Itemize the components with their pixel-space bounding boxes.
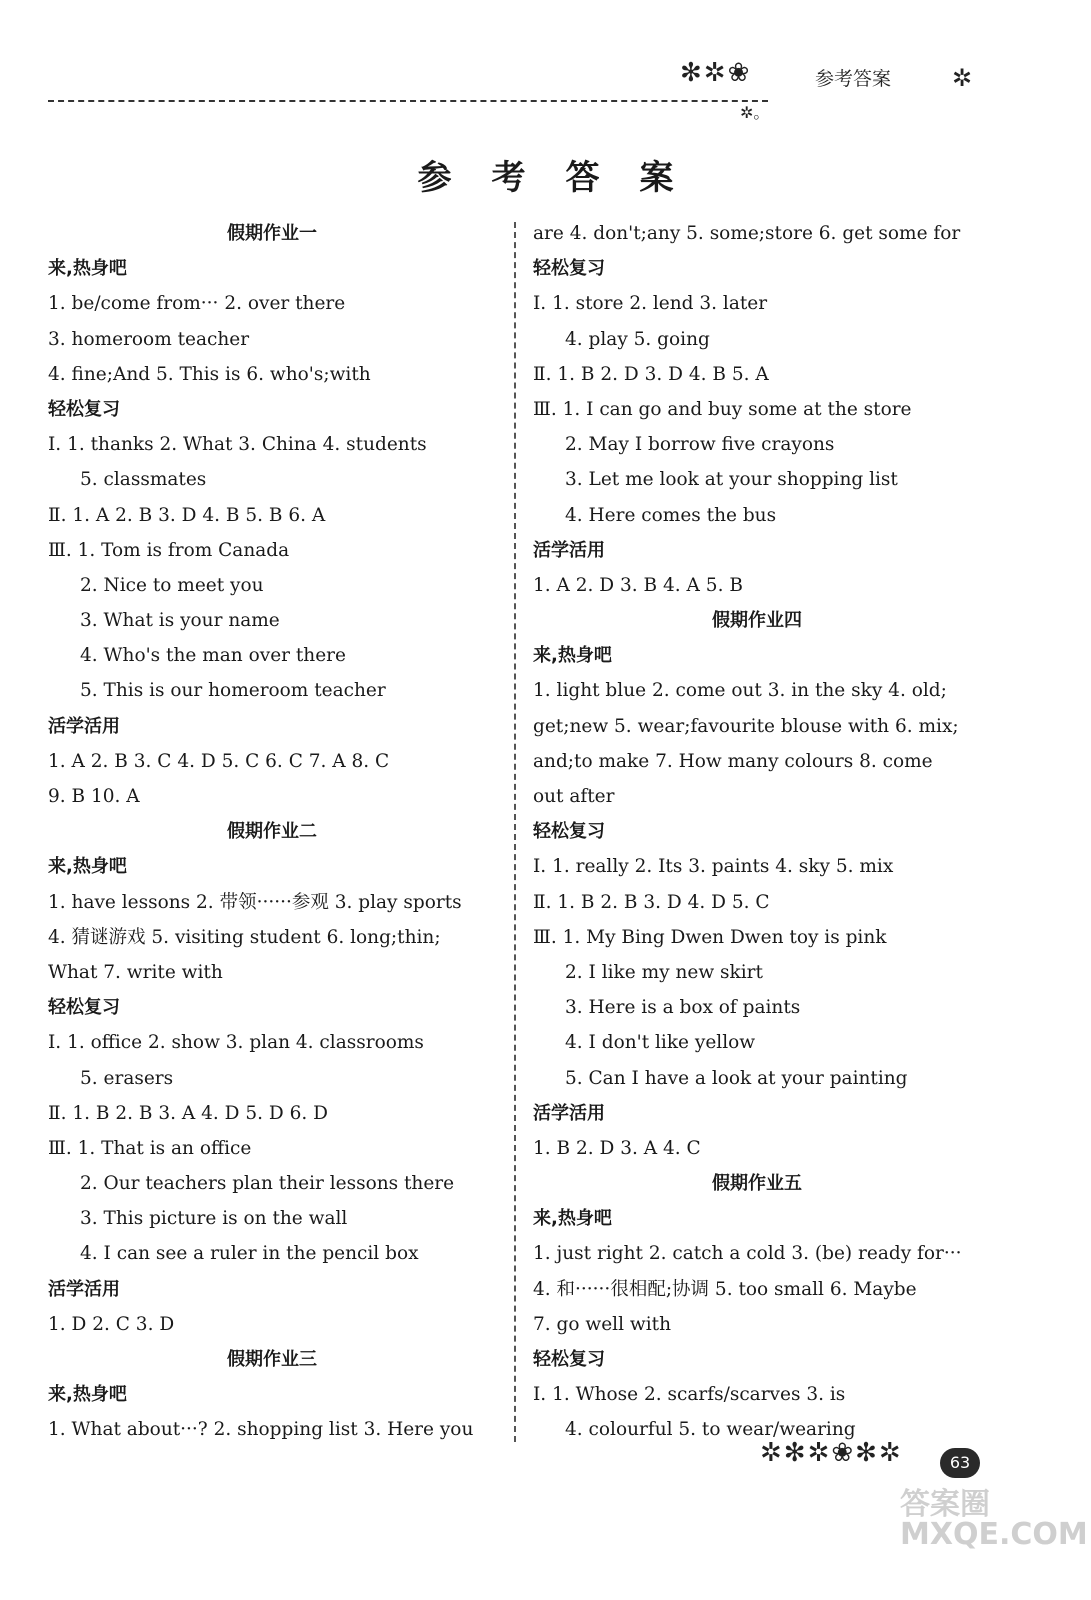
answer-line: 1. B 2. D 3. A 4. C <box>533 1137 701 1159</box>
left-column <box>48 216 496 1448</box>
section-label: 轻松复习 <box>533 1349 605 1370</box>
answer-line: 1. be/come from··· 2. over there <box>48 293 346 315</box>
section-label: 活学活用 <box>48 1278 120 1300</box>
section-label: 轻松复习 <box>48 997 120 1019</box>
assignment-heading: 假期作业二 <box>227 821 317 843</box>
answer-line: 4. 和······很相配;协调 5. too small 6. Maybe <box>533 1278 917 1300</box>
header-decoration: ✻✲❀ <box>680 58 752 88</box>
right-column <box>533 216 981 1448</box>
answer-line: 1. light blue 2. come out 3. in the sky 4. old; <box>533 680 947 702</box>
section-label: 轻松复习 <box>48 398 120 420</box>
watermark-logo: 答案圈 MXQE.COM <box>900 1487 1088 1552</box>
answer-line: out after <box>533 786 615 807</box>
answer-line: 3. Let me look at your shopping list <box>565 469 898 491</box>
section-label: 活学活用 <box>533 539 605 561</box>
section-label: 来,热身吧 <box>48 856 127 878</box>
answer-line: Ⅰ. 1. office 2. show 3. plan 4. classrooms <box>48 1032 424 1054</box>
answer-line: 3. Here is a box of paints <box>565 997 801 1019</box>
answer-line: 4. I can see a ruler in the pencil box <box>80 1243 419 1265</box>
answer-line: Ⅲ. 1. I can go and buy some at the store <box>533 398 912 420</box>
answer-line: 1. just right 2. catch a cold 3. (be) ready for··· <box>533 1243 962 1265</box>
assignment-heading: 假期作业一 <box>227 223 317 244</box>
answer-line: 4. Who's the man over there <box>80 645 346 667</box>
header-dashed-rule <box>48 100 768 102</box>
answer-line: 4. I don't like yellow <box>565 1032 756 1054</box>
answer-line: 4. 猜谜游戏 5. visiting student 6. long;thin; <box>48 926 441 948</box>
answer-line: Ⅰ. 1. Whose 2. scarfs/scarves 3. is <box>533 1384 846 1406</box>
answer-line: 1. A 2. D 3. B 4. A 5. B <box>533 574 743 596</box>
answer-line: and;to make 7. How many colours 8. come <box>533 750 933 772</box>
answer-line: 9. B 10. A <box>48 786 140 807</box>
assignment-heading: 假期作业四 <box>712 610 802 632</box>
answer-line: get;new 5. wear;favourite blouse with 6. mix; <box>533 715 959 737</box>
section-label: 来,热身吧 <box>48 258 127 280</box>
answer-line: 1. A 2. B 3. C 4. D 5. C 6. C 7. A 8. C <box>48 750 390 772</box>
section-label: 来,热身吧 <box>533 645 612 667</box>
answer-line: Ⅰ. 1. really 2. Its 3. paints 4. sky 5. mix <box>533 856 894 878</box>
answer-line: Ⅱ. 1. B 2. B 3. A 4. D 5. D 6. D <box>48 1102 328 1124</box>
answer-line: 5. This is our homeroom teacher <box>80 680 386 702</box>
answer-line: 2. Nice to meet you <box>80 574 264 596</box>
section-label: 轻松复习 <box>533 821 605 843</box>
answer-line: are 4. don't;any 5. some;store 6. get some for <box>533 223 961 244</box>
assignment-heading: 假期作业五 <box>712 1173 802 1195</box>
answer-line: Ⅱ. 1. A 2. B 3. D 4. B 5. B 6. A <box>48 504 326 526</box>
section-label: 活学活用 <box>48 715 120 737</box>
page-number: 63 <box>940 1448 980 1478</box>
answer-line: 3. homeroom teacher <box>48 328 250 350</box>
answer-line: 4. play 5. going <box>565 328 710 350</box>
answer-line: 1. D 2. C 3. D <box>48 1313 175 1335</box>
column-divider <box>514 222 516 1442</box>
answer-line: Ⅲ. 1. My Bing Dwen Dwen toy is pink <box>533 926 887 948</box>
answer-line: 5. Can I have a look at your painting <box>565 1067 908 1089</box>
answer-line: 4. fine;And 5. This is 6. who's;with <box>48 363 371 385</box>
answer-line: 2. I like my new skirt <box>565 961 763 983</box>
section-label: 活学活用 <box>533 1102 605 1124</box>
answer-line: 5. classmates <box>80 469 207 491</box>
answer-line: 4. Here comes the bus <box>565 504 777 526</box>
answer-line: 7. go well with <box>533 1313 671 1335</box>
answer-line: 1. have lessons 2. 带领······参观 3. play sports <box>48 891 462 913</box>
answer-line: Ⅰ. 1. store 2. lend 3. later <box>533 293 768 315</box>
answer-line: Ⅱ. 1. B 2. D 3. D 4. B 5. A <box>533 363 769 385</box>
answer-line: Ⅱ. 1. B 2. B 3. D 4. D 5. C <box>533 891 770 913</box>
section-label: 来,热身吧 <box>533 1208 612 1230</box>
footer-decoration: ✲✻✲❀✻✲ <box>760 1438 903 1468</box>
answer-line: 3. What is your name <box>80 610 280 632</box>
header-star-icon: ✲ <box>952 64 973 92</box>
section-label: 轻松复习 <box>533 258 605 280</box>
answer-line: 4. colourful 5. to wear/wearing <box>565 1419 856 1441</box>
section-label: 来,热身吧 <box>48 1384 127 1406</box>
answer-line: 5. erasers <box>80 1067 174 1089</box>
answer-line: What 7. write with <box>48 961 223 983</box>
answer-line: 2. Our teachers plan their lessons there <box>80 1173 455 1195</box>
answer-line: 2. May I borrow five crayons <box>565 434 835 456</box>
answer-line: Ⅲ. 1. Tom is from Canada <box>48 539 290 561</box>
answer-line: Ⅲ. 1. That is an office <box>48 1137 252 1159</box>
header-label: 参考答案 <box>815 68 892 90</box>
page-title: 参考答案 <box>417 158 714 198</box>
answer-line: 1. What about···? 2. shopping list 3. Here you <box>48 1419 474 1441</box>
answer-line: Ⅰ. 1. thanks 2. What 3. China 4. students <box>48 434 427 456</box>
answer-line: 3. This picture is on the wall <box>80 1208 348 1230</box>
header-tail-decoration: ✲。 <box>740 103 770 122</box>
assignment-heading: 假期作业三 <box>227 1349 317 1370</box>
